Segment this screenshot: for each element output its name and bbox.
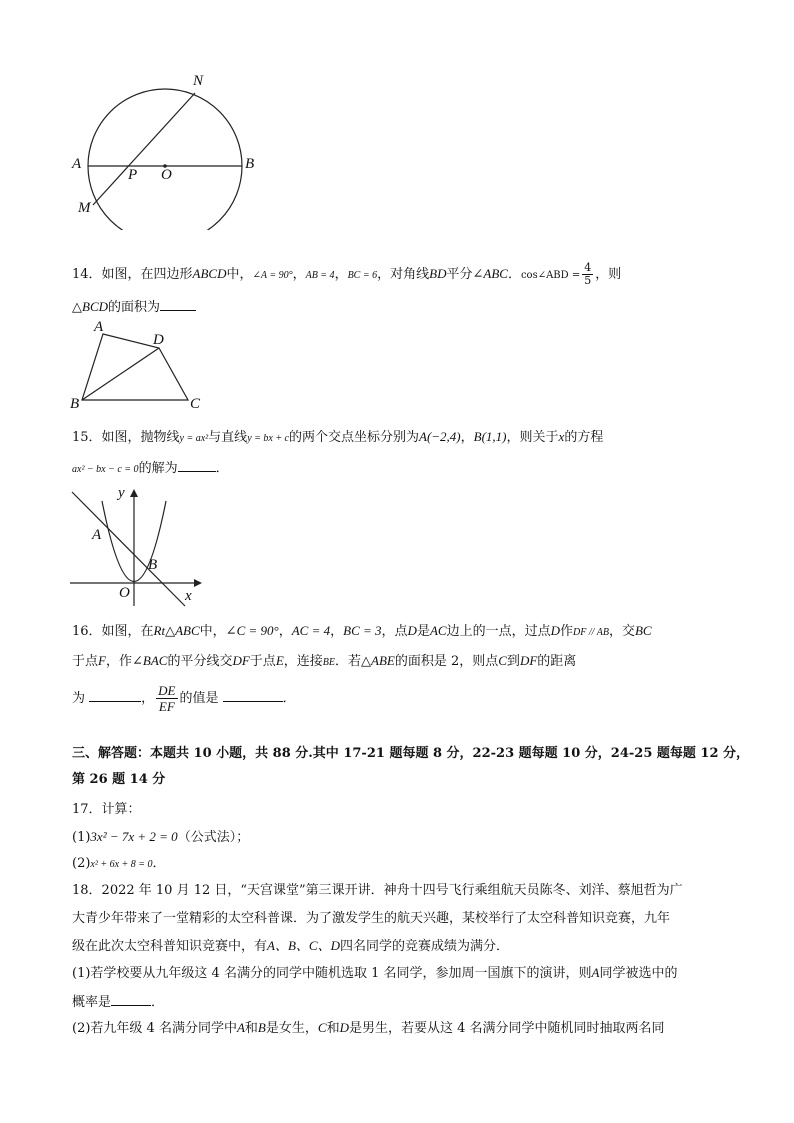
q17-part2: (2)x² + 6x + 8 = 0．: [72, 856, 166, 871]
x-arrow-icon: [194, 579, 202, 587]
y-arrow-icon: [130, 489, 138, 497]
label-c: C: [190, 396, 201, 412]
q15-line2: ax² − bx − c = 0的解为 ．: [72, 458, 229, 479]
answer-blank-1[interactable]: [89, 688, 141, 702]
q15-line1: 15．如图，抛物线y = ax²与直线y = bx + c的两个交点坐标分别为A(−2,4)，B(1,1)，则关于x的方程: [72, 429, 604, 445]
label-m: M: [78, 200, 91, 216]
answer-blank-2[interactable]: [223, 688, 283, 702]
label-o: O: [161, 167, 172, 183]
label-o: O: [119, 585, 130, 601]
q18-part1-line2: 概率是 ．: [72, 992, 164, 1012]
q18-part2-line1: (2)若九年级 4 名满分同学中A和B是女生，C和D是男生，若要从这 4 名满分同学中随机同时抽取两名同: [72, 1020, 665, 1036]
q18-line2: 大青少年带来了一堂精彩的太空科普课．为了激发学生的航天兴趣，某校举行了太空科普知识竞赛，九年: [72, 911, 671, 926]
label-b: B: [148, 557, 158, 573]
diagonal-bd: [82, 348, 159, 400]
q16-fraction: $\frac{DE}{EF}$: [158, 683, 176, 714]
q14-fraction: $\frac{4}{5}$: [584, 261, 592, 287]
q16-line3: 为 ， $\frac{DE}{EF}$ 的值是 ．: [72, 683, 296, 714]
label-b: B: [245, 156, 255, 172]
chord-mn: [93, 93, 195, 205]
answer-blank[interactable]: [178, 458, 216, 472]
answer-blank[interactable]: [111, 992, 151, 1006]
q16-line2: 于点F，作∠BAC的平分线交DF于点E，连接BE．若△ABE的面积是 2，则点C到DF的距离: [72, 653, 577, 669]
label-p: P: [128, 167, 138, 183]
label-x: x: [185, 588, 192, 604]
label-b: B: [70, 396, 80, 412]
q18-line3: 级在此次太空科普知识竞赛中，有A、B、C、D四名同学的竞赛成绩为满分．: [72, 938, 509, 954]
section-3-header-line2: 第 26 题 14 分: [72, 772, 166, 787]
circle-diagram: [60, 70, 270, 230]
q17-part1: (1)3x² − 7x + 2 = 0（公式法）；: [72, 829, 250, 845]
quad-abcd: [82, 334, 188, 400]
circle-o: [88, 89, 242, 230]
q14-line2: △BCD的面积为: [72, 297, 196, 317]
figure-circle: [60, 70, 270, 230]
figure-quadrilateral: [64, 320, 214, 415]
label-a: A: [94, 319, 104, 335]
q18-part1-line1: (1)若学校要从九年级这 4 名满分的同学中随机选取 1 名同学，参加周一国旗下的演讲，则A同学被选中的: [72, 965, 678, 981]
answer-blank[interactable]: [160, 297, 196, 311]
q18-line1: 18．2022 年 10 月 12 日，“天宫课堂”第三课开讲．神舟十四号飞行乘组航天员陈冬、刘洋、蔡旭哲为广: [72, 883, 683, 898]
label-n: N: [193, 73, 204, 89]
q17-title: 17．计算：: [72, 802, 141, 817]
section-3-header: 三、解答题：本题共 10 小题，共 88 分.其中 17-21 题每题 8 分，22-23 题每题 10 分，24-25 题每题 12 分，: [72, 746, 750, 761]
label-a: A: [92, 527, 102, 543]
figure-parabola: [64, 482, 214, 610]
label-a: A: [72, 156, 82, 172]
q16-line1: 16．如图，在Rt△ABC中，∠C = 90°，AC = 4，BC = 3，点D是AC边上的一点，过点D作DF // AB，交BC: [72, 623, 652, 639]
label-d: D: [153, 332, 164, 348]
q14-line1: 14．如图，在四边形ABCD中，∠A = 90°，AB = 4，BC = 6，对角线BD平分∠ABC．cos∠ABD = $\frac{4}{5}$ ，则: [72, 261, 622, 287]
label-y: y: [118, 485, 125, 501]
